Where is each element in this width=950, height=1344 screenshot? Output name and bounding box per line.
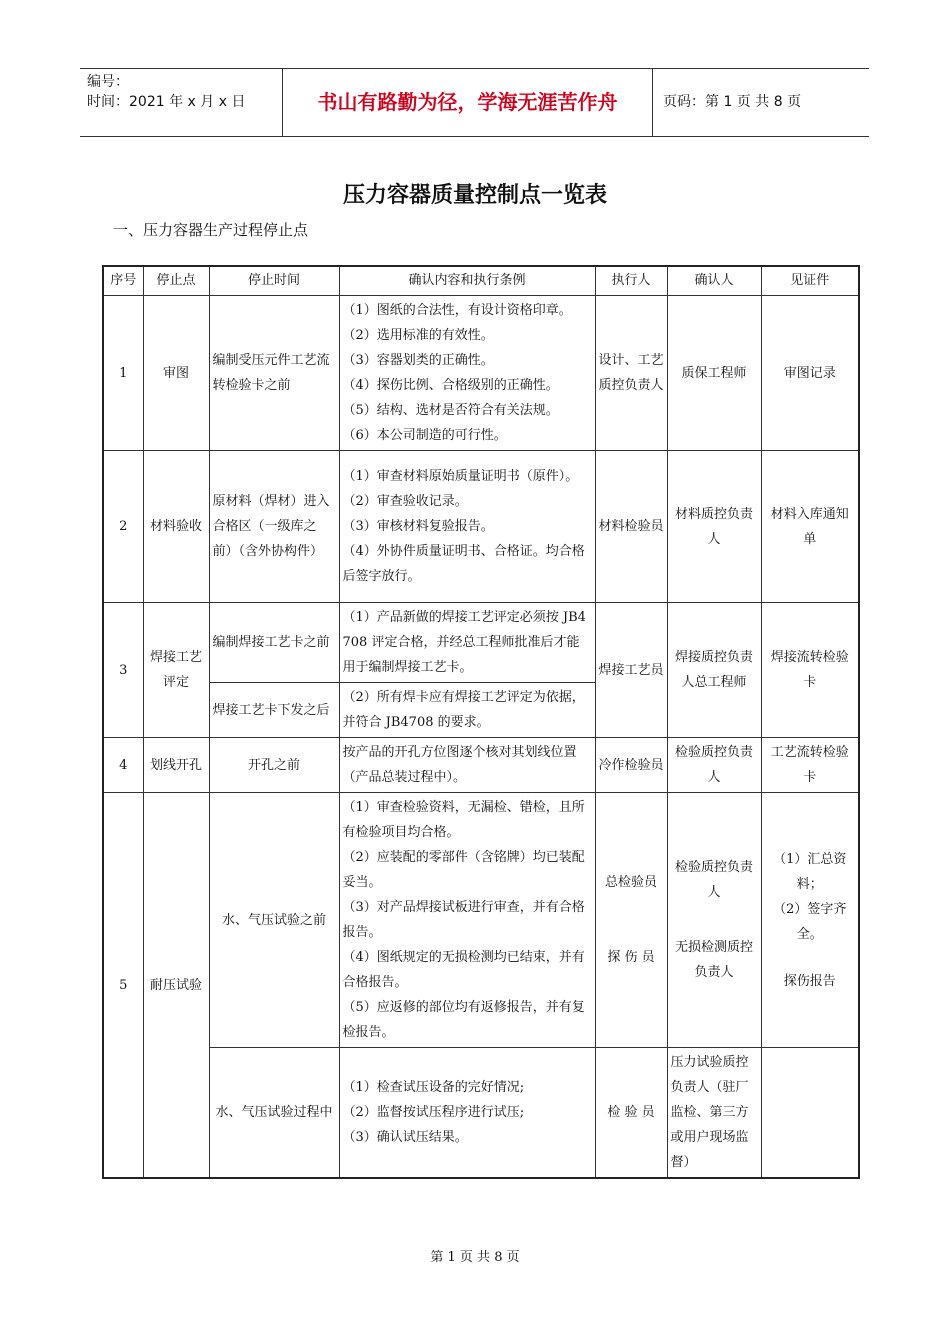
confirmer-ndt: 无损检测质控负责人 <box>674 940 753 980</box>
evidence: 材料入库通知单 <box>761 451 859 603</box>
stop-point: 划线开孔 <box>143 738 209 793</box>
header-meta <box>80 69 282 136</box>
table-row <box>103 296 859 451</box>
content-item: （2）选用标准的有效性。 <box>342 328 494 343</box>
spacer <box>599 895 664 945</box>
confirm-content: 按产品的开孔方位图逐个核对其划线位置（产品总装过程中）。 <box>339 738 595 793</box>
confirm-content <box>339 296 595 451</box>
content-item: （4）探伤比例、合格级别的正确性。 <box>342 378 559 393</box>
executor-chief: 总检验员 <box>604 875 657 890</box>
confirm-content: （2）所有焊卡应有焊接工艺评定为依据，并符合 JB4708 的要求。 <box>339 683 595 738</box>
evidence <box>761 1048 859 1179</box>
column-header: 确认内容和执行条例 <box>339 266 595 296</box>
evidence: 工艺流转检验卡 <box>761 738 859 793</box>
executor: 设计、工艺质控负责人 <box>595 296 667 451</box>
content-item: （2）审查验收记录。 <box>342 494 468 509</box>
confirm-content <box>339 451 595 603</box>
content-item: （2）应装配的零部件（含铭牌）均已装配妥当。 <box>342 850 585 890</box>
executor: 冷作检验员 <box>595 738 667 793</box>
executor: 检 验 员 <box>595 1048 667 1179</box>
confirmer: 焊接质控负责人总工程师 <box>667 603 761 738</box>
time-label: 时间：2021 年 x 月 x 日 <box>87 94 246 110</box>
confirmer-inspection: 检验质控负责人 <box>674 860 753 900</box>
stop-time: 水、气压试验过程中 <box>209 1048 339 1179</box>
confirmer <box>667 793 761 1048</box>
content-item: （2）监督按试压程序进行试压; <box>342 1105 525 1120</box>
confirmer: 材料质控负责人 <box>667 451 761 603</box>
content-item: （5）应返修的部位均有返修报告，并有复检报告。 <box>342 1000 585 1040</box>
evidence <box>761 793 859 1048</box>
page-footer: 第 1 页 共 8 页 <box>430 1250 520 1265</box>
executor-ndt: 探 伤 员 <box>607 950 655 965</box>
stop-time: 开孔之前 <box>209 738 339 793</box>
content-item: （3）确认试压结果。 <box>342 1130 468 1145</box>
header-page-label: 页码：第 1 页 共 8 页 <box>663 94 802 110</box>
stop-time: 原材料（焊材）进入合格区（一级库之前）（含外协构件） <box>209 451 339 603</box>
evidence-item: 探伤报告 <box>783 973 836 989</box>
column-header: 见证件 <box>761 266 859 296</box>
confirm-content: （1）产品新做的焊接工艺评定必须按 JB4708 评定合格，并经总工程师批准后才能用于编制焊接工艺卡。 <box>339 603 595 683</box>
confirmer: 压力试验质控负责人（驻厂监检、第三方或用户现场监督） <box>667 1048 761 1179</box>
control-points-table <box>102 265 860 1179</box>
document-title: 压力容器质量控制点一览表 <box>342 182 607 208</box>
table-row <box>103 738 859 793</box>
column-header: 序号 <box>103 266 143 296</box>
stop-point: 审图 <box>143 296 209 451</box>
executor <box>595 793 667 1048</box>
table-row <box>103 793 859 1048</box>
content-item: （4）图纸规定的无损检测均已结束，并有合格报告。 <box>342 950 585 990</box>
confirmer: 质保工程师 <box>667 296 761 451</box>
content-item: （1）图纸的合法性，有设计资格印章。 <box>342 303 572 318</box>
row-number: 4 <box>103 738 143 793</box>
content-item: （3）对产品焊接试板进行审查，并有合格报告。 <box>342 900 585 940</box>
row-number: 3 <box>103 603 143 738</box>
stop-time: 编制受压元件工艺流转检验卡之前 <box>209 296 339 451</box>
table-row <box>103 603 859 683</box>
section-subtitle: 一、压力容器生产过程停止点 <box>113 221 309 239</box>
row-number: 5 <box>103 793 143 1179</box>
column-header: 确认人 <box>667 266 761 296</box>
stop-point: 耐压试验 <box>143 793 209 1179</box>
table-row <box>103 1048 859 1179</box>
column-header: 停止点 <box>143 266 209 296</box>
header-motto: 书山有路勤为径，学海无涯苦作舟 <box>282 69 653 136</box>
content-item: （4）外协件质量证明书、合格证。均合格后签字放行。 <box>342 544 585 584</box>
spacer <box>671 905 758 935</box>
column-header: 执行人 <box>595 266 667 296</box>
executor: 焊接工艺员 <box>595 603 667 738</box>
stop-time: 水、气压试验之前 <box>209 793 339 1048</box>
page-header <box>80 68 869 137</box>
evidence: 审图记录 <box>761 296 859 451</box>
executor: 材料检验员 <box>595 451 667 603</box>
confirm-content <box>339 1048 595 1179</box>
content-item: （1）审查检验资料，无漏检、错检，且所有检验项目均合格。 <box>342 800 585 840</box>
table-header-row <box>103 266 859 296</box>
content-item: （1）检查试压设备的完好情况; <box>342 1080 525 1095</box>
content-item: （3）容器划类的正确性。 <box>342 353 494 368</box>
evidence: 焊接流转检验卡 <box>761 603 859 738</box>
spacer <box>765 947 856 969</box>
content-item: （3）审核材料复验报告。 <box>342 519 494 534</box>
content-item: （6）本公司制造的可行性。 <box>342 428 507 443</box>
evidence-item: （2）签字齐全。 <box>773 901 847 942</box>
confirm-content <box>339 793 595 1048</box>
table-row <box>103 451 859 603</box>
stop-time: 焊接工艺卡下发之后 <box>209 683 339 738</box>
stop-point: 焊接工艺评定 <box>143 603 209 738</box>
confirmer: 检验质控负责人 <box>667 738 761 793</box>
number-label: 编号： <box>87 74 129 90</box>
row-number: 2 <box>103 451 143 603</box>
stop-point: 材料验收 <box>143 451 209 603</box>
column-header: 停止时间 <box>209 266 339 296</box>
stop-time: 编制焊接工艺卡之前 <box>209 603 339 683</box>
evidence-item: （1）汇总资料； <box>773 851 847 892</box>
content-item: （1）审查材料原始质量证明书（原件）。 <box>342 469 579 484</box>
content-item: （5）结构、选材是否符合有关法规。 <box>342 403 559 418</box>
row-number: 1 <box>103 296 143 451</box>
